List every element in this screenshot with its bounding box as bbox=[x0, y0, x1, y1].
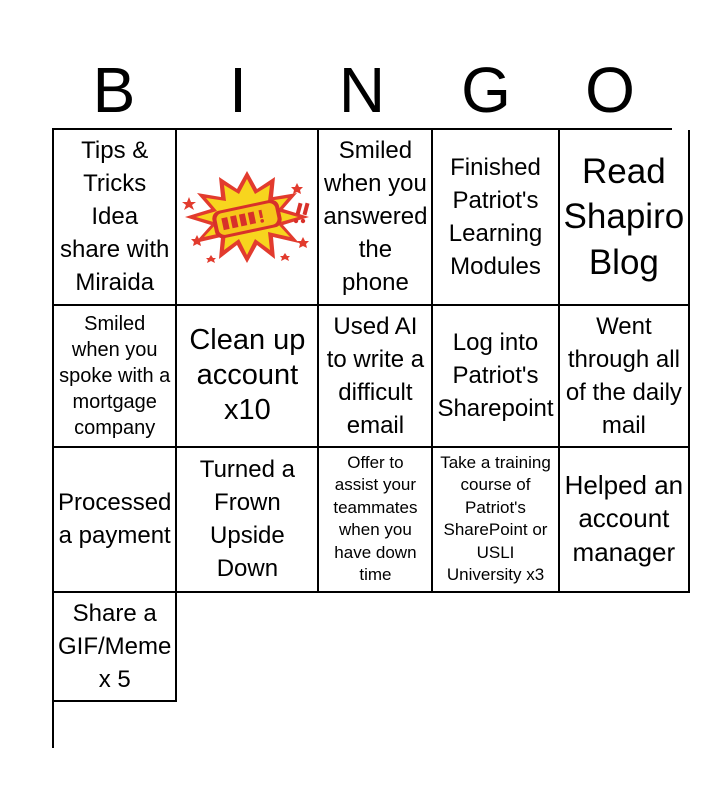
bingo-cell[interactable] bbox=[319, 130, 433, 306]
cell-label: Used AI to write a difficult email bbox=[326, 312, 425, 439]
header-letter-g: G bbox=[461, 54, 511, 126]
bingo-cell[interactable] bbox=[319, 448, 433, 593]
cell-label: Read Shapiro Blog bbox=[563, 151, 685, 282]
bingo-cell[interactable] bbox=[177, 306, 319, 448]
header-letter-n: N bbox=[338, 54, 386, 126]
header-letter-b: B bbox=[92, 54, 136, 126]
cell-label: Clean up account x10 bbox=[189, 323, 306, 427]
bingo-cell[interactable] bbox=[560, 130, 691, 306]
free-burst-icon bbox=[177, 167, 317, 267]
bingo-cell[interactable] bbox=[54, 130, 177, 306]
free-space-cell[interactable] bbox=[177, 130, 319, 306]
bingo-header bbox=[52, 52, 672, 128]
cell-label: Helped an account manager bbox=[564, 469, 684, 568]
bingo-cell[interactable] bbox=[319, 306, 433, 448]
cell-label: Went through all of the daily mail bbox=[565, 312, 682, 439]
bingo-cell[interactable] bbox=[177, 448, 319, 593]
cell-label: Log into Patriot's Sharepoint bbox=[437, 329, 554, 423]
header-letter-o: O bbox=[585, 54, 635, 126]
cell-label: Processed a payment bbox=[58, 489, 172, 550]
bingo-cell[interactable] bbox=[433, 448, 559, 593]
cell-label: Share a GIF/Meme x 5 bbox=[58, 599, 172, 693]
cell-label: Take a training course of Patriot's SharePoint or USLI University x3 bbox=[440, 452, 551, 585]
cell-label: Smiled when you answered the phone bbox=[323, 137, 428, 297]
bingo-board bbox=[52, 128, 685, 748]
header-letter-i: I bbox=[229, 54, 247, 126]
bingo-cell[interactable] bbox=[54, 448, 177, 593]
bingo-cell[interactable] bbox=[54, 306, 177, 448]
bingo-cell[interactable] bbox=[560, 306, 691, 448]
cell-label: Turned a Frown Upside Down bbox=[199, 456, 295, 583]
bingo-cell[interactable] bbox=[433, 130, 559, 306]
cell-label: Smiled when you spoke with a mortgage company bbox=[59, 312, 171, 439]
cell-label: Offer to assist your teammates when you have down time bbox=[333, 452, 418, 585]
bingo-cell[interactable] bbox=[560, 448, 691, 593]
bingo-cell[interactable] bbox=[54, 593, 177, 702]
bingo-cell[interactable] bbox=[433, 306, 559, 448]
cell-label: Finished Patriot's Learning Modules bbox=[448, 153, 543, 280]
cell-label: Tips & Tricks Idea share with Miraida bbox=[60, 137, 170, 297]
